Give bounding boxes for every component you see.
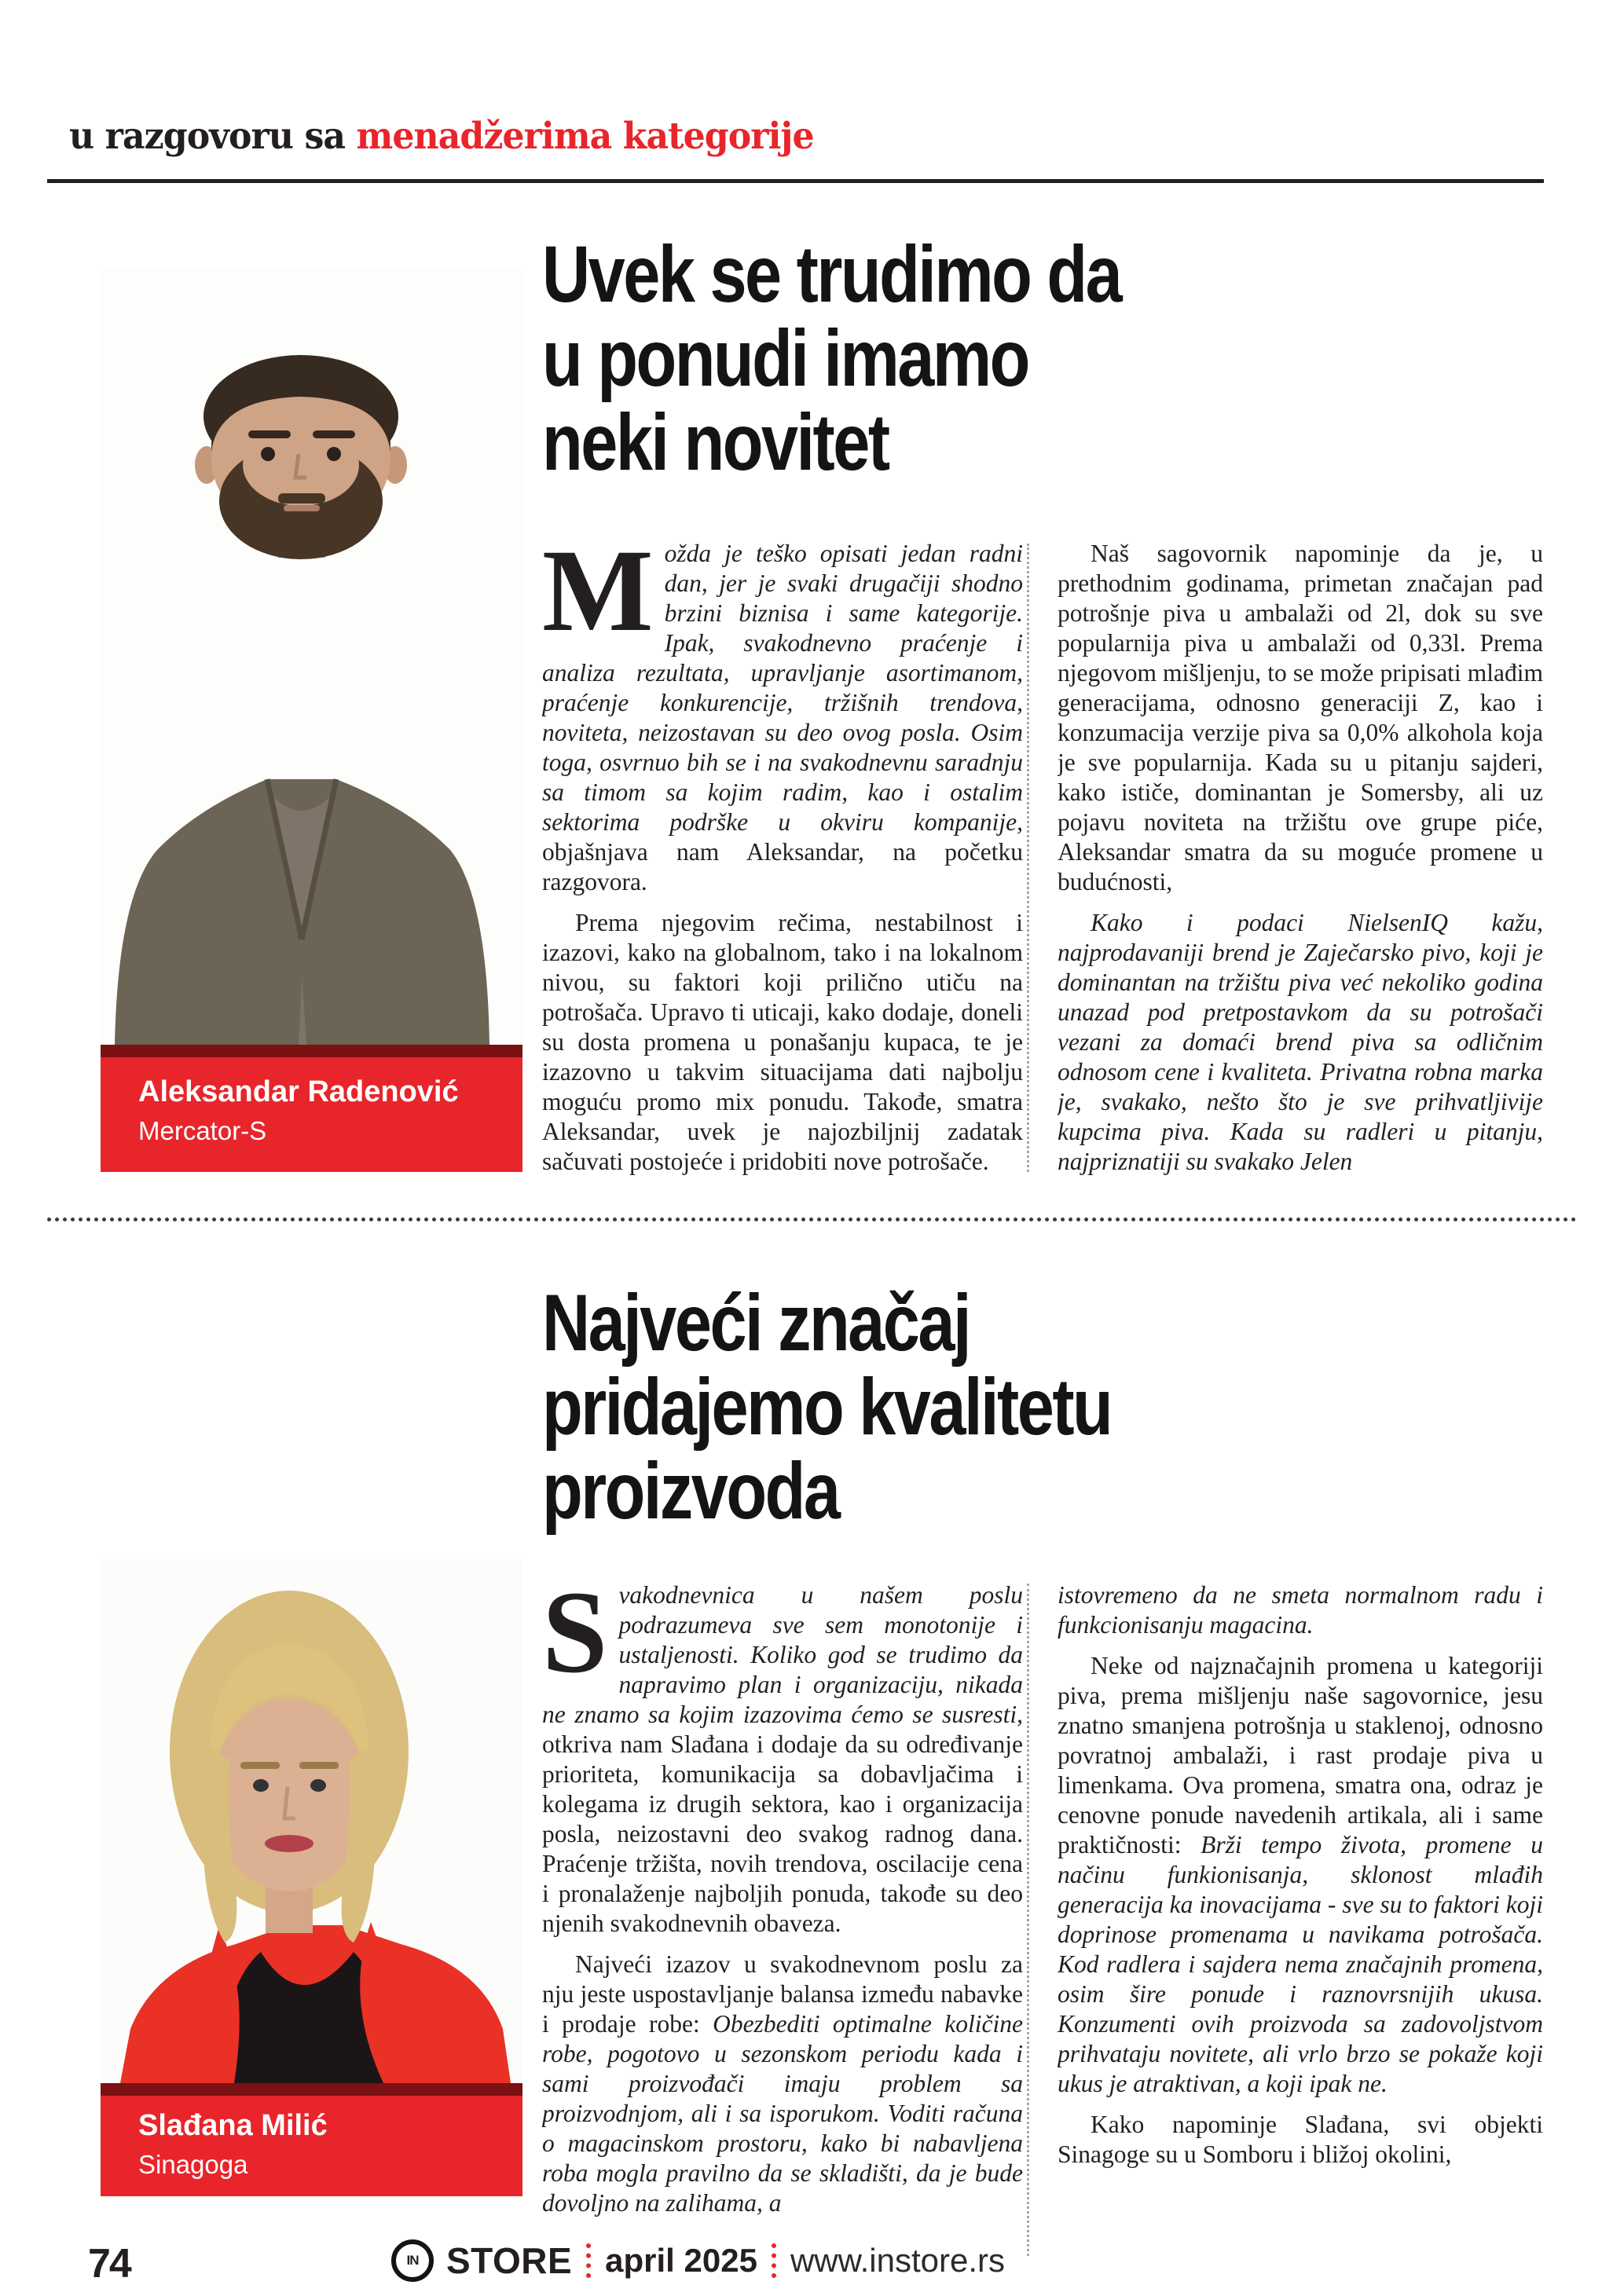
paragraph <box>542 908 1023 1177</box>
header-rule <box>47 179 1544 183</box>
paragraph <box>1058 539 1543 897</box>
instore-logo-icon: IN <box>391 2239 434 2282</box>
person-name: Slađana Milić <box>138 2109 328 2142</box>
text-segment: Brži tempo života, promene u načinu funkionisanja, sklonost mlađih generacija ka inovacijama - sve su to faktori koji doprinose promenama u navikama potrošača. Kod radlera i sajdera nema značajnih promena, osim šire ponude i raznovrsnijih ukusa. Konzumenti ovih proizvoda sa zadovoljstvom prihvataju novitete, ali vrlo brzo se pokaže koji ukus je atraktivan, a koji ipak ne. <box>1058 1831 1543 2097</box>
footer-brand-row <box>391 2239 1005 2283</box>
person-name: Aleksandar Radenović <box>138 1075 459 1108</box>
paragraph <box>1058 1580 1543 1640</box>
dropcap-letter: M <box>542 539 654 656</box>
caption-box-1 <box>101 1057 522 1172</box>
page-number: 74 <box>88 2241 130 2287</box>
article-2-column-1 <box>542 1580 1023 2275</box>
portrait-photo-woman <box>101 1559 522 2083</box>
article-1-column-2 <box>1058 539 1543 1216</box>
website-url: www.instore.rs <box>790 2242 1006 2279</box>
dotted-separator-icon <box>772 2243 776 2278</box>
article-divider <box>47 1218 1577 1221</box>
kicker-highlight: menadžerima kategorije <box>356 115 814 158</box>
brand-name: STORE <box>446 2240 573 2281</box>
paragraph <box>1058 908 1543 1177</box>
caption-box-2 <box>101 2096 522 2196</box>
person-company: Mercator-S <box>138 1116 267 1145</box>
article-1-column-1 <box>542 539 1023 1216</box>
text-segment: objašnjava nam Aleksandar, na početku razgovora. <box>542 838 1023 895</box>
text-segment: Neke od najznačajnih promena u kategoriji piva, prema mišljenju naše sagovornice, jesu znatno smanjena potrošnja u staklenoj, odnosno povratnoj ambalaži, i rast prodaje piva u limenkama. Ova promena, smatra ona, odraz je cenovne ponude navedenih artikala, ali i same praktičnosti: <box>1058 1652 1543 1858</box>
title-line: Najveći značaj <box>542 1278 970 1368</box>
column-rule <box>1027 544 1029 1172</box>
text-segment: Naš sagovornik napominje da je, u prethodnim godinama, primetan značajan pad potrošnje piva u ambalaži od 2l, dok su sve popularnija piva u ambalaži od 0,33l. Prema njegovom mišljenju, to se može pripisati mlađim generacijama, odnosno generaciji Z, kao i konzumacija verzije piva sa 0,0% alkohola koja je sve popularnija. Kada su u pitanju sajderi, kako ističe, dominantan je Somersby, ali uz pojavu noviteta na tržištu ove grupe piće, Aleksandar smatra da su moguće promene u budućnosti, <box>1058 540 1543 895</box>
dotted-separator-icon <box>586 2243 591 2278</box>
paragraph <box>542 539 1023 897</box>
portrait-photo-man <box>101 267 522 1045</box>
text-segment: Kako napominje Slađana, svi objekti Sinagoge su u Somboru i bližoj okolini, <box>1058 2111 1543 2168</box>
article-2-title <box>542 1278 1112 1536</box>
caption-accent-strip <box>101 1045 522 1057</box>
paragraph <box>1058 2110 1543 2170</box>
issue-date: april 2025 <box>605 2242 757 2279</box>
text-segment: vakodnevnica u našem poslu podrazumeva sve sem monotonije i ustaljenosti. Koliko god se trudimo da napravimo plan i organizaciju, nikada ne znamo sa kojim izazovima ćemo se susresti, <box>542 1581 1023 1728</box>
dropcap-letter: S <box>542 1580 608 1697</box>
person-company: Sinagoga <box>138 2150 248 2179</box>
caption-accent-strip <box>101 2083 522 2096</box>
paragraph <box>542 1580 1023 1939</box>
section-kicker <box>69 115 814 158</box>
text-segment: ožda je teško opisati jedan radni dan, jer je svaki drugačiji shodno brzini biznisa i same kategorije. Ipak, svakodnevno praćenje i analiza rezultata, upravljanje asortimanom, praćenje konkurencije, tržišnih trendova, noviteta, neizostavan su deo ovog posla. Osim toga, osvrnuo bih se i na svakodnevnu saradnju sa timom sa kojim radim, kao i ostalim sektorima podrške u okviru kompanije, <box>542 540 1023 836</box>
title-line: Uvek se trudimo da <box>542 229 1121 319</box>
text-segment: otkriva nam Slađana i dodaje da su određivanje prioriteta, komunikacija sa dobavljačima i kolegama iz drugih sektora, kao i organizacija posla, neizostavni deo svakog radnog dana. Praćenje tržišta, novih trendova, oscilacije cena i pronalaženje najboljih ponuda, takođe su deo njenih svakodnevnih obaveza. <box>542 1730 1023 1937</box>
title-line: neki novitet <box>542 397 889 487</box>
text-segment: Najveći izazov u svakodnevnom poslu za nju jeste uspostavljanje balansa između nabavke i prodaje robe: <box>542 1950 1023 2038</box>
title-line: proizvoda <box>542 1446 839 1536</box>
article-1-title <box>542 229 1121 487</box>
paragraph <box>542 1950 1023 2218</box>
text-segment: Kako i podaci NielsenIQ kažu, najprodavaniji brend je Zaječarsko pivo, koji je dominantan na tržištu piva već nekoliko godina unazad pod pretpostavkom da su potrošači vezani za domaći brend piva sa odličnim odnosom cene i kvaliteta. Privatna robna marka je, svakako, nešto što je sve prihvatljivije kupcima piva. Kada su radleri u pitanju, najpriznatiji su svakako Jelen <box>1058 909 1543 1175</box>
paragraph <box>1058 1651 1543 2099</box>
title-line: u ponudi imamo <box>542 313 1028 403</box>
title-line: pridajemo kvalitetu <box>542 1362 1112 1452</box>
text-segment: istovremeno da ne smeta normalnom radu i funkcionisanju magacina. <box>1058 1581 1543 1639</box>
text-segment: Obezbediti optimalne količine robe, pogotovo u sezonskom periodu kada i sami proizvođači imaju problem sa proizvodnjom, ali i sa isporukom. Voditi računa o magacinskom prostoru, kako bi nabavljena roba mogla pravilno da se skladišti, da je bude dovoljno na zalihama, a <box>542 2010 1023 2217</box>
text-segment: Prema njegovim rečima, nestabilnost i izazovi, kako na globalnom, tako i na lokalnom nivou, su faktori koji prilično utiču na potrošača. Upravo ti uticaji, kako dodaje, doneli su dosta promena u ponašanju kupaca, te je izazovno u takvim situacijama dati najbolju moguću promo mix ponudu. Takođe, smatra Aleksandar, uvek je najozbiljnij zadatak sačuvati postojeće i pridobiti nove potrošače. <box>542 909 1023 1175</box>
article-2-column-2 <box>1058 1580 1543 2275</box>
kicker-prefix: u razgovoru sa <box>69 115 357 158</box>
column-rule <box>1027 1584 1029 2256</box>
